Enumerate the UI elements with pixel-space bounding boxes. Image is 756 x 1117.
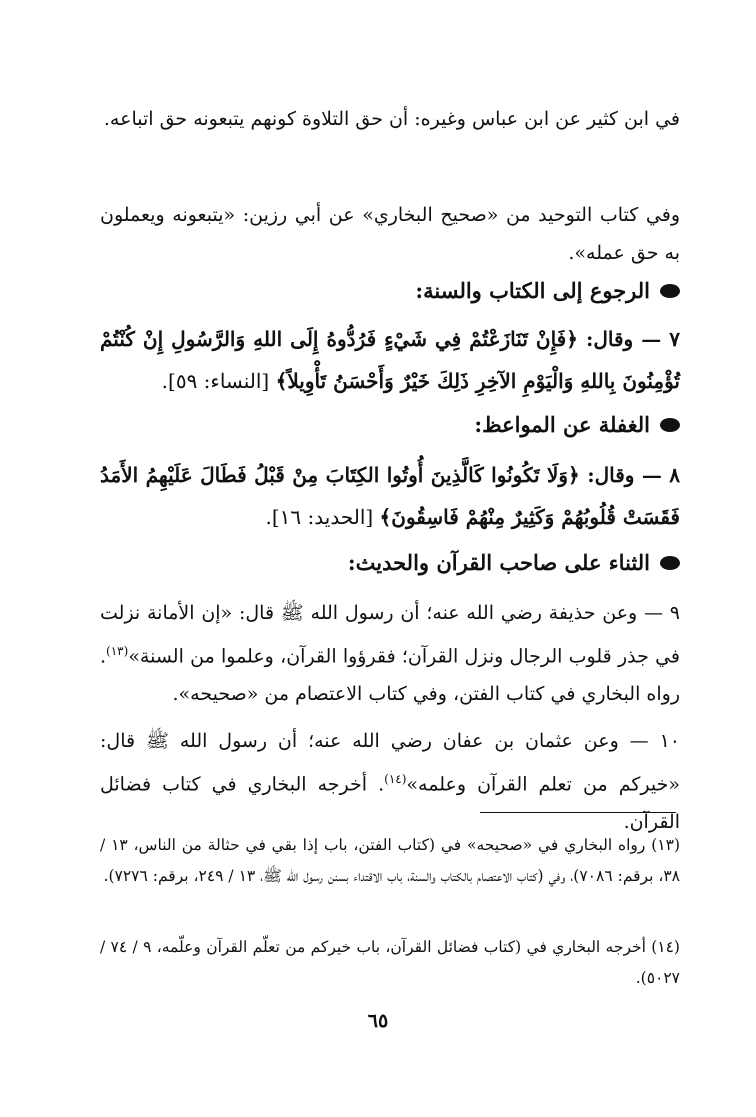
item-7-lead: ٧ — وقال:	[577, 327, 680, 351]
item-8-verse: ﴿وَلَا تَكُونُوا كَالَّذِينَ أُوتُوا الكِتَابَ مِنْ قَبْلُ فَطَالَ عَلَيْهِمُ الأَمَدُ فَقَسَتْ قُلُوبُهُمْ وَكَثِيرٌ مِنْهُمْ فَاسِقُونَ﴾	[100, 463, 680, 529]
footnote-14	[100, 932, 680, 994]
item-7-paragraph	[100, 318, 680, 402]
section-heading-heedlessness	[100, 408, 680, 442]
item-8	[100, 454, 680, 538]
item-10-text: ١٠ — وعن عثمان بن عفان رضي الله عنه؛ أن رسول الله ﷺ قال: «خيركم من تعلم القرآن وعلمه»	[100, 730, 680, 796]
intro-paragraph: في ابن كثير عن ابن عباس وغيره: أن حق التلاوة كونهم يتبعونه حق اتباعه.	[103, 108, 680, 130]
heading-heedlessness-text: الغفلة عن المواعظ:	[474, 412, 650, 437]
page-number: ٦٥	[367, 1010, 389, 1032]
item-7-ref: [النساء: ٥٩].	[161, 369, 276, 393]
item-9-paragraph	[100, 594, 680, 713]
footnote-mark-14[interactable]: (١٤)	[384, 772, 407, 786]
intro-paragraph-block	[100, 100, 680, 138]
item-8-lead: ٨ — وقال:	[579, 463, 680, 487]
footnote-mark-13[interactable]: (١٣)	[106, 644, 129, 658]
footnote-separator	[480, 812, 676, 813]
item-10-paragraph	[100, 722, 680, 841]
item-10	[100, 722, 680, 841]
item-8-ref: [الحديد: ١٦].	[265, 505, 380, 529]
section-heading-return	[100, 274, 680, 308]
bullet-icon	[660, 556, 680, 570]
item-9-text: ٩ — وعن حذيفة رضي الله عنه؛ أن رسول الله ﷺ قال: «إن الأمانة نزلت في جذر قلوب الرجال ونزل القرآن؛ فقرؤوا القرآن، وعلموا من السنة»	[100, 602, 680, 668]
bullet-icon	[660, 284, 680, 298]
footnote-14-text: (١٤) أخرجه البخاري في (كتاب فضائل القرآن، باب خيركم من تعلّم القرآن وعلّمه، ٩ / ٧٤ / ٥٠٢٧).	[100, 938, 680, 987]
item-10-tail: . أخرجه البخاري في كتاب فضائل القرآن.	[100, 773, 680, 834]
footnote-13	[100, 830, 680, 892]
footnote-13-text: (١٣) رواه البخاري في «صحيحه» في (كتاب الفتن، باب إذا بقي في حثالة من الناس، ١٣ / ٣٨، برقم: ٧٠٨٦)، وفي (كتاب الاعتصام بالكتاب والسنة، باب الاقتداء بسنن رسول الله ﷺ، ١٣ / ٢٤٩، برقم: ٧٢٧٦).	[100, 836, 680, 885]
bullet-icon	[660, 418, 680, 432]
heading-praise-text: الثناء على صاحب القرآن والحديث:	[347, 550, 650, 575]
item-9-tail: . رواه البخاري في كتاب الفتن، وفي كتاب الاعتصام من «صحيحه».	[100, 645, 680, 706]
tawhid-paragraph: وفي كتاب التوحيد من «صحيح البخاري» عن أبي رزين: «يتبعونه ويعملون به حق عمله».	[100, 204, 680, 264]
item-8-paragraph	[100, 454, 680, 538]
tawhid-paragraph-block	[100, 196, 680, 272]
section-heading-praise	[100, 546, 680, 580]
heading-return-text: الرجوع إلى الكتاب والسنة:	[415, 278, 650, 303]
item-7	[100, 318, 680, 402]
item-9	[100, 594, 680, 713]
item-7-verse: ﴿فَإِنْ تَنَازَعْتُمْ فِي شَيْءٍ فَرُدُّوهُ إِلَى اللهِ وَالرَّسُولِ إِنْ كُنْتُمْ تُؤْمِنُونَ بِاللهِ وَالْيَوْمِ الآخِرِ ذَلِكَ خَيْرٌ وَأَحْسَنُ تَأْوِيلاً﴾	[100, 327, 680, 393]
